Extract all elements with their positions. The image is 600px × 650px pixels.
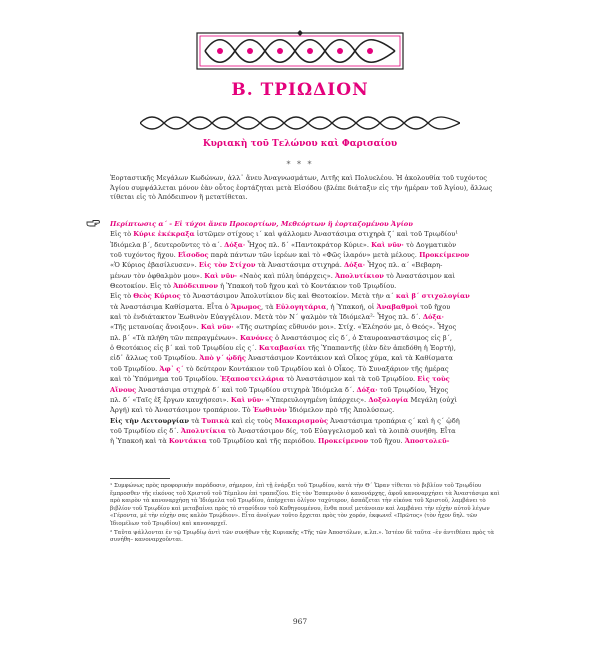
rubric-term: καὶ β΄ στιχολογίαν [395, 292, 470, 301]
body-line [110, 395, 502, 405]
body-line [110, 312, 502, 322]
footnote: ² Ταῦτα ψάλλονται ἐν τῷ Τριῳδίῳ ἀντὶ τῶν συνήθων τῆς Κυριακῆς «Τῆς τῶν Ἀποστόλων, κ.λπ.». Ἰστέον δὲ ταῦτα –ἐν ἀντιθέσει πρὸς τὰ συνήθη– κανοναρχοῦνται. [110, 529, 495, 544]
rubric-term: Ἀποστολεῦ- [404, 437, 450, 446]
body-line [110, 260, 502, 270]
rubric-term: Θεὸς Κύριος [133, 292, 181, 301]
rubric-term: Κύριε ἐκέκραξα [133, 230, 195, 239]
body-text: καὶ τὸ ἐνδιάτακτον Ἑωθινὸν Εὐαγγέλιον. Μετὰ τὸν Ν΄ ψαλμὸν τὰ Ἰδιόμελα²· Ἦχος πλ. δ΄. [110, 313, 423, 322]
body-text: τοῦ ἤχου [418, 302, 451, 311]
body-line [110, 385, 502, 395]
rubric-term: Ἀπολυτίκιον [334, 271, 384, 280]
body-text: Ἀργή) καὶ τὸ Ἀναστάσιμον τροπάριον. Τὸ [110, 406, 253, 415]
body-text: ὁ Θεοτόκιος εἰς β΄ καὶ τοῦ Τριῳδίου εἰς ς΄. [110, 344, 259, 353]
body-text: τὸ Ἀναστάσιμον καὶ [383, 271, 456, 280]
body-text: τοῦ Τριῳδίου εἰς δ΄. [110, 426, 181, 435]
rubric-term: Αἴνους [110, 385, 137, 394]
body-text: τὸ δεύτερον Κοντάκιον τοῦ Τριῳδίου καὶ ὁ Οἶκος. Τὸ Συναξάριον τῆς ἡμέρας [183, 364, 449, 373]
rubric-term: Δόξα· [343, 261, 366, 270]
body-text: ἱστῶμεν στίχους ι΄ καὶ ψάλλομεν Ἀναστάσιμα στιχηρὰ ζ΄ καὶ τοῦ Τριῳδίου¹ [194, 230, 459, 239]
braid-band-ornament [140, 114, 460, 132]
rubric-term: Ἐξαποστειλάρια [220, 375, 285, 384]
body-text: εἰδ᾽ ἄλλως τοῦ Τριῳδίου. [110, 354, 200, 363]
body-text: τοῦ Τριῳδίου. [110, 364, 160, 373]
footnote-rule [110, 478, 170, 479]
body-line [110, 436, 502, 446]
body-line [110, 250, 502, 260]
body-line [110, 271, 502, 281]
rubric-term: Καὶ νῦν· [204, 271, 238, 280]
rubric-term: Κοντάκια [168, 437, 207, 446]
rubric-term: Δόξα· [422, 313, 444, 322]
body-text: τοῦ Τριῳδίου καὶ τῆς περιόδου. [206, 437, 319, 446]
rubric-term: Δοξολογία [368, 395, 409, 404]
body-text: τὰ Ἀναστάσιμα στιχηρά. [255, 261, 344, 270]
body-text: τοῦ ἤχου. [368, 437, 405, 446]
rubric-term: Ἀπὸ γ΄ ᾠδῆς [199, 354, 247, 363]
section-title: Β. ΤΡΙΩΔΙΟΝ [231, 80, 369, 100]
body-text: Εἰς τὸ [110, 230, 134, 239]
body-line [110, 353, 502, 363]
rubric-term: Κανόνες [240, 333, 273, 342]
body-line [110, 426, 502, 436]
rubric-term: Εἰς τὸν Στίχον [198, 261, 256, 270]
rubric-term: Εὐλογητάρια [275, 302, 327, 311]
rubric-term: Ἀναβαθμοὶ [376, 302, 419, 311]
body-line [110, 364, 502, 374]
body-text: τὰ [189, 416, 202, 425]
body-text: τοῦ τυχόντος ἤχου. [110, 251, 178, 260]
body-line [110, 343, 502, 353]
rubric-term: Εἰς τοὺς [417, 375, 450, 384]
body-line [110, 374, 502, 384]
body-text: μένων τὸν ὀφθαλμὸν μου». [110, 271, 205, 280]
separator-stars: * * * [286, 160, 314, 169]
body-text: Ἦχος πλ. δ΄ «Παντοκράτορ Κύριε». [245, 240, 372, 249]
body-line [110, 291, 502, 301]
body-text: , τὰ [261, 302, 276, 311]
rubric-term: Καὶ νῦν· [200, 323, 234, 332]
body-text: Εἰς τὸ [110, 292, 134, 301]
body-text: παρὰ πάντων τῶν ἱερέων καὶ τὸ «Φῶς ἱλαρόν» μετὰ μέλους. [208, 251, 420, 260]
body-line [110, 219, 502, 229]
body-text: πλ. δ΄ «Ταῖς ἐξ ἔργων καυχήσεσι». [110, 395, 231, 404]
body-text: τῆς Ὑπαπαντῆς (ἐὰν δὲν ἀπεδόθη ἡ Ἑορτή), [305, 344, 456, 353]
body-text: Ἀναστάσιμα στιχηρὰ δ΄ καὶ τοῦ Τριῳδίου στιχηρὰ Ἰδιόμελα δ΄. [136, 385, 357, 394]
body-text: «Τῆς σωτηρίας εὔθυνόν μοι». Στίχ. «Ἐλέησόν με, ὁ Θεός». Ἦχος [233, 323, 457, 332]
rubric-term: Δόξα· [224, 240, 246, 249]
body-text: Περίπτωσις α΄ - Εἰ τύχοι ἄνευ Προεορτίων, Μεθεόρτων ἢ ἑορταζομένου Ἁγίου [110, 220, 413, 228]
body-text: ἡ Ὑπακοὴ τοῦ ἤχου καὶ τὸ Κοντάκιον τοῦ Τριῳδίου. [218, 282, 397, 291]
body-text: «Ὑπερευλογημένη ὑπάρχεις». [263, 395, 369, 404]
rubric-term: Μακαρισμοὺς [274, 416, 329, 425]
rubric-body [110, 219, 502, 447]
body-text: τοῦ Τριῳδίου, Ἦχος [377, 385, 449, 394]
rubric-term: Καὶ νῦν· [371, 240, 404, 249]
body-line [110, 405, 502, 415]
body-line [110, 240, 502, 250]
body-text: Ἦχος πλ. α΄ «Βεβαρη- [365, 261, 443, 270]
footnotes [110, 483, 502, 546]
rubric-term: Ἀπολυτίκια [180, 426, 226, 435]
body-line [110, 322, 502, 332]
body-line [110, 281, 502, 291]
rubric-term: Ἄμωμος [230, 302, 262, 311]
body-text: Ἀναστάσιμα τροπάρια ς΄ καὶ ἡ ς΄ ᾠδὴ [328, 416, 460, 425]
body-text: καὶ εἰς τοὺς [229, 416, 275, 425]
body-text: τὸ Ἀναστάσιμον δίς, τοῦ Εὐαγγελισμοῦ καὶ τὰ λοιπὰ συνήθη. Εἶτα [225, 426, 456, 435]
body-text: Ἰδιόμελον πρὸ τῆς Ἀπολύσεως. [286, 406, 395, 415]
body-text: Ἀναστάσιμον Κοντάκιον καὶ Οἶκος χύμα, καὶ τὰ Καθίσματα [246, 354, 453, 363]
subtitle: Κυριακὴ τοῦ Τελώνου καὶ Φαρισαίου [202, 139, 398, 149]
rubric-term: Ἑωθινὸν [252, 406, 287, 415]
body-text: «Ναὸς καὶ πύλη ὑπάρχεις». [237, 271, 335, 280]
body-text: ἡ Ὑπακοὴ καὶ τὰ [110, 437, 169, 446]
body-text: , ἡ Ὑπακοή, οἱ [326, 302, 377, 311]
rubric-term: Τυπικὰ [201, 416, 230, 425]
body-text: Μεγάλη (οὐχὶ [408, 395, 458, 404]
body-line [110, 229, 502, 239]
body-text: τὸ Ἀναστάσιμον καὶ τὰ τοῦ Τριῳδίου. [284, 375, 418, 384]
rubric-term: Προκείμενον [419, 251, 470, 260]
body-line [110, 333, 502, 343]
body-text: ὁ Ἀναστάσιμος εἰς δ΄, ὁ Σταυροαναστάσιμος εἰς β΄, [272, 333, 453, 342]
body-text: Θεοτοκίον. Εἰς τὸ [110, 282, 174, 291]
body-text: τὸ Ἀναστάσιμον Ἀπολυτίκιον δὶς καὶ Θεοτοκίον. Μετὰ τὴν α΄ [180, 292, 396, 301]
footnote: ¹ Συμφώνως πρὸς προφορικὴν παράδοσιν, σήμερον, ἐπὶ τῇ ἐνάρξει τοῦ Τριῳδίου, κατὰ τὴν Θ΄ Ὥραν τίθεται τὸ βιβλίον τοῦ Τριῳδίου ἔμπροσθεν τῆς εἰκόνος τοῦ Χριστοῦ τοῦ Τέμπλου ἐπὶ τραπεζίου. Εἰς τὸν Ἑσπερινὸν ὁ κανονάρχης, ἀφοῦ κανοναρχήσει τὰ Ἀναστάσιμα καὶ πρὸ καιρὸν τὰ κανοναρχήσῃ τὰ Ἰδιόμελα τοῦ Τριῳδίου, ἀπέρχεται ὀλίγον ταχύτερον, ἀσπάζεται τὴν εἰκόνα τοῦ Χριστοῦ, λαμβάνει τὸ βιβλίον τοῦ Τριῳδίου καὶ μεταβαίνει πρὸς τὸ στασίδιον τοῦ Καθηγουμένου, ἔνθα ποιεῖ μετάνοιαν καὶ λαμβάνει τὴν εὐχὴν αὐτοῦ λέγων «Γέροντα, μὲ τὴν εὐχὴν σας καλὸν Τριῴδιον». Εἶτα ἀνοίγων τοῦτο ἔρχεται πρὸς τὸν χορόν, ἐκφωνεῖ «Πρῶτος» (τὸν ἦχον δηλ. τῶν Ἰδιομέλων τοῦ Τριῳδίου) καὶ κανοναρχεῖ. [110, 483, 500, 527]
body-line [110, 416, 502, 426]
body-text: «Τῆς μετανοίας ἄνοιξον». [110, 323, 201, 332]
rubric-term: Προκείμενον [318, 437, 369, 446]
intro-paragraph: Ἐορταστικῆς Μεγάλων Κωδώνων, ἀλλ᾽ ἄνευ Ἀναγνωσμάτων, Λιτῆς καὶ Πολυελέου. Ἡ ἀκολουθία τοῦ τυχόντος Ἁγίου συμψάλλεται μόνον ἐὰν οὗτος ἑορτάζηται μετὰ Εἰσόδου (βλέπε διάταξιν εἰς τὴν ἡμέραν τοῦ Ἁγίου), ἄλλως τίθεται εἰς τὸ Ἀπόδειπνον ἢ μετατίθεται. [110, 174, 493, 201]
body-line [110, 302, 502, 312]
body-text: Ἰδιόμελα β΄, δευτεροῦντες τὸ α΄. [110, 240, 225, 249]
page-number: 967 [292, 617, 308, 626]
pointing-hand-icon [86, 218, 100, 228]
body-text: Εἰς τὴν Λειτουργίαν [110, 416, 190, 425]
rubric-term: Εἴσοδος [177, 251, 209, 260]
body-text: τὰ Ἀναστάσιμα Καθίσματα. Εἶτα ὁ [110, 302, 231, 311]
rubric-term: Ἀπόδειπνον [173, 282, 219, 291]
body-text: καὶ τὸ Ὑπόμνημα τοῦ Τριῳδίου. [110, 375, 221, 384]
rubric-term: Ἀφ᾽ ς΄ [159, 364, 184, 373]
body-text: πλ. β΄ «Τὰ πλήθη τῶν πεπραγμένων». [110, 333, 240, 342]
body-text: τὸ Δογματικὸν [403, 240, 457, 249]
rubric-term: Καταβασίαι [258, 344, 306, 353]
rubric-term: Καὶ νῦν· [230, 395, 264, 404]
interlace-ornament [195, 30, 405, 72]
body-text: «Ὁ Κύριος ἐβασίλευσεν». [110, 261, 199, 270]
rubric-term: Δόξα· [356, 385, 378, 394]
